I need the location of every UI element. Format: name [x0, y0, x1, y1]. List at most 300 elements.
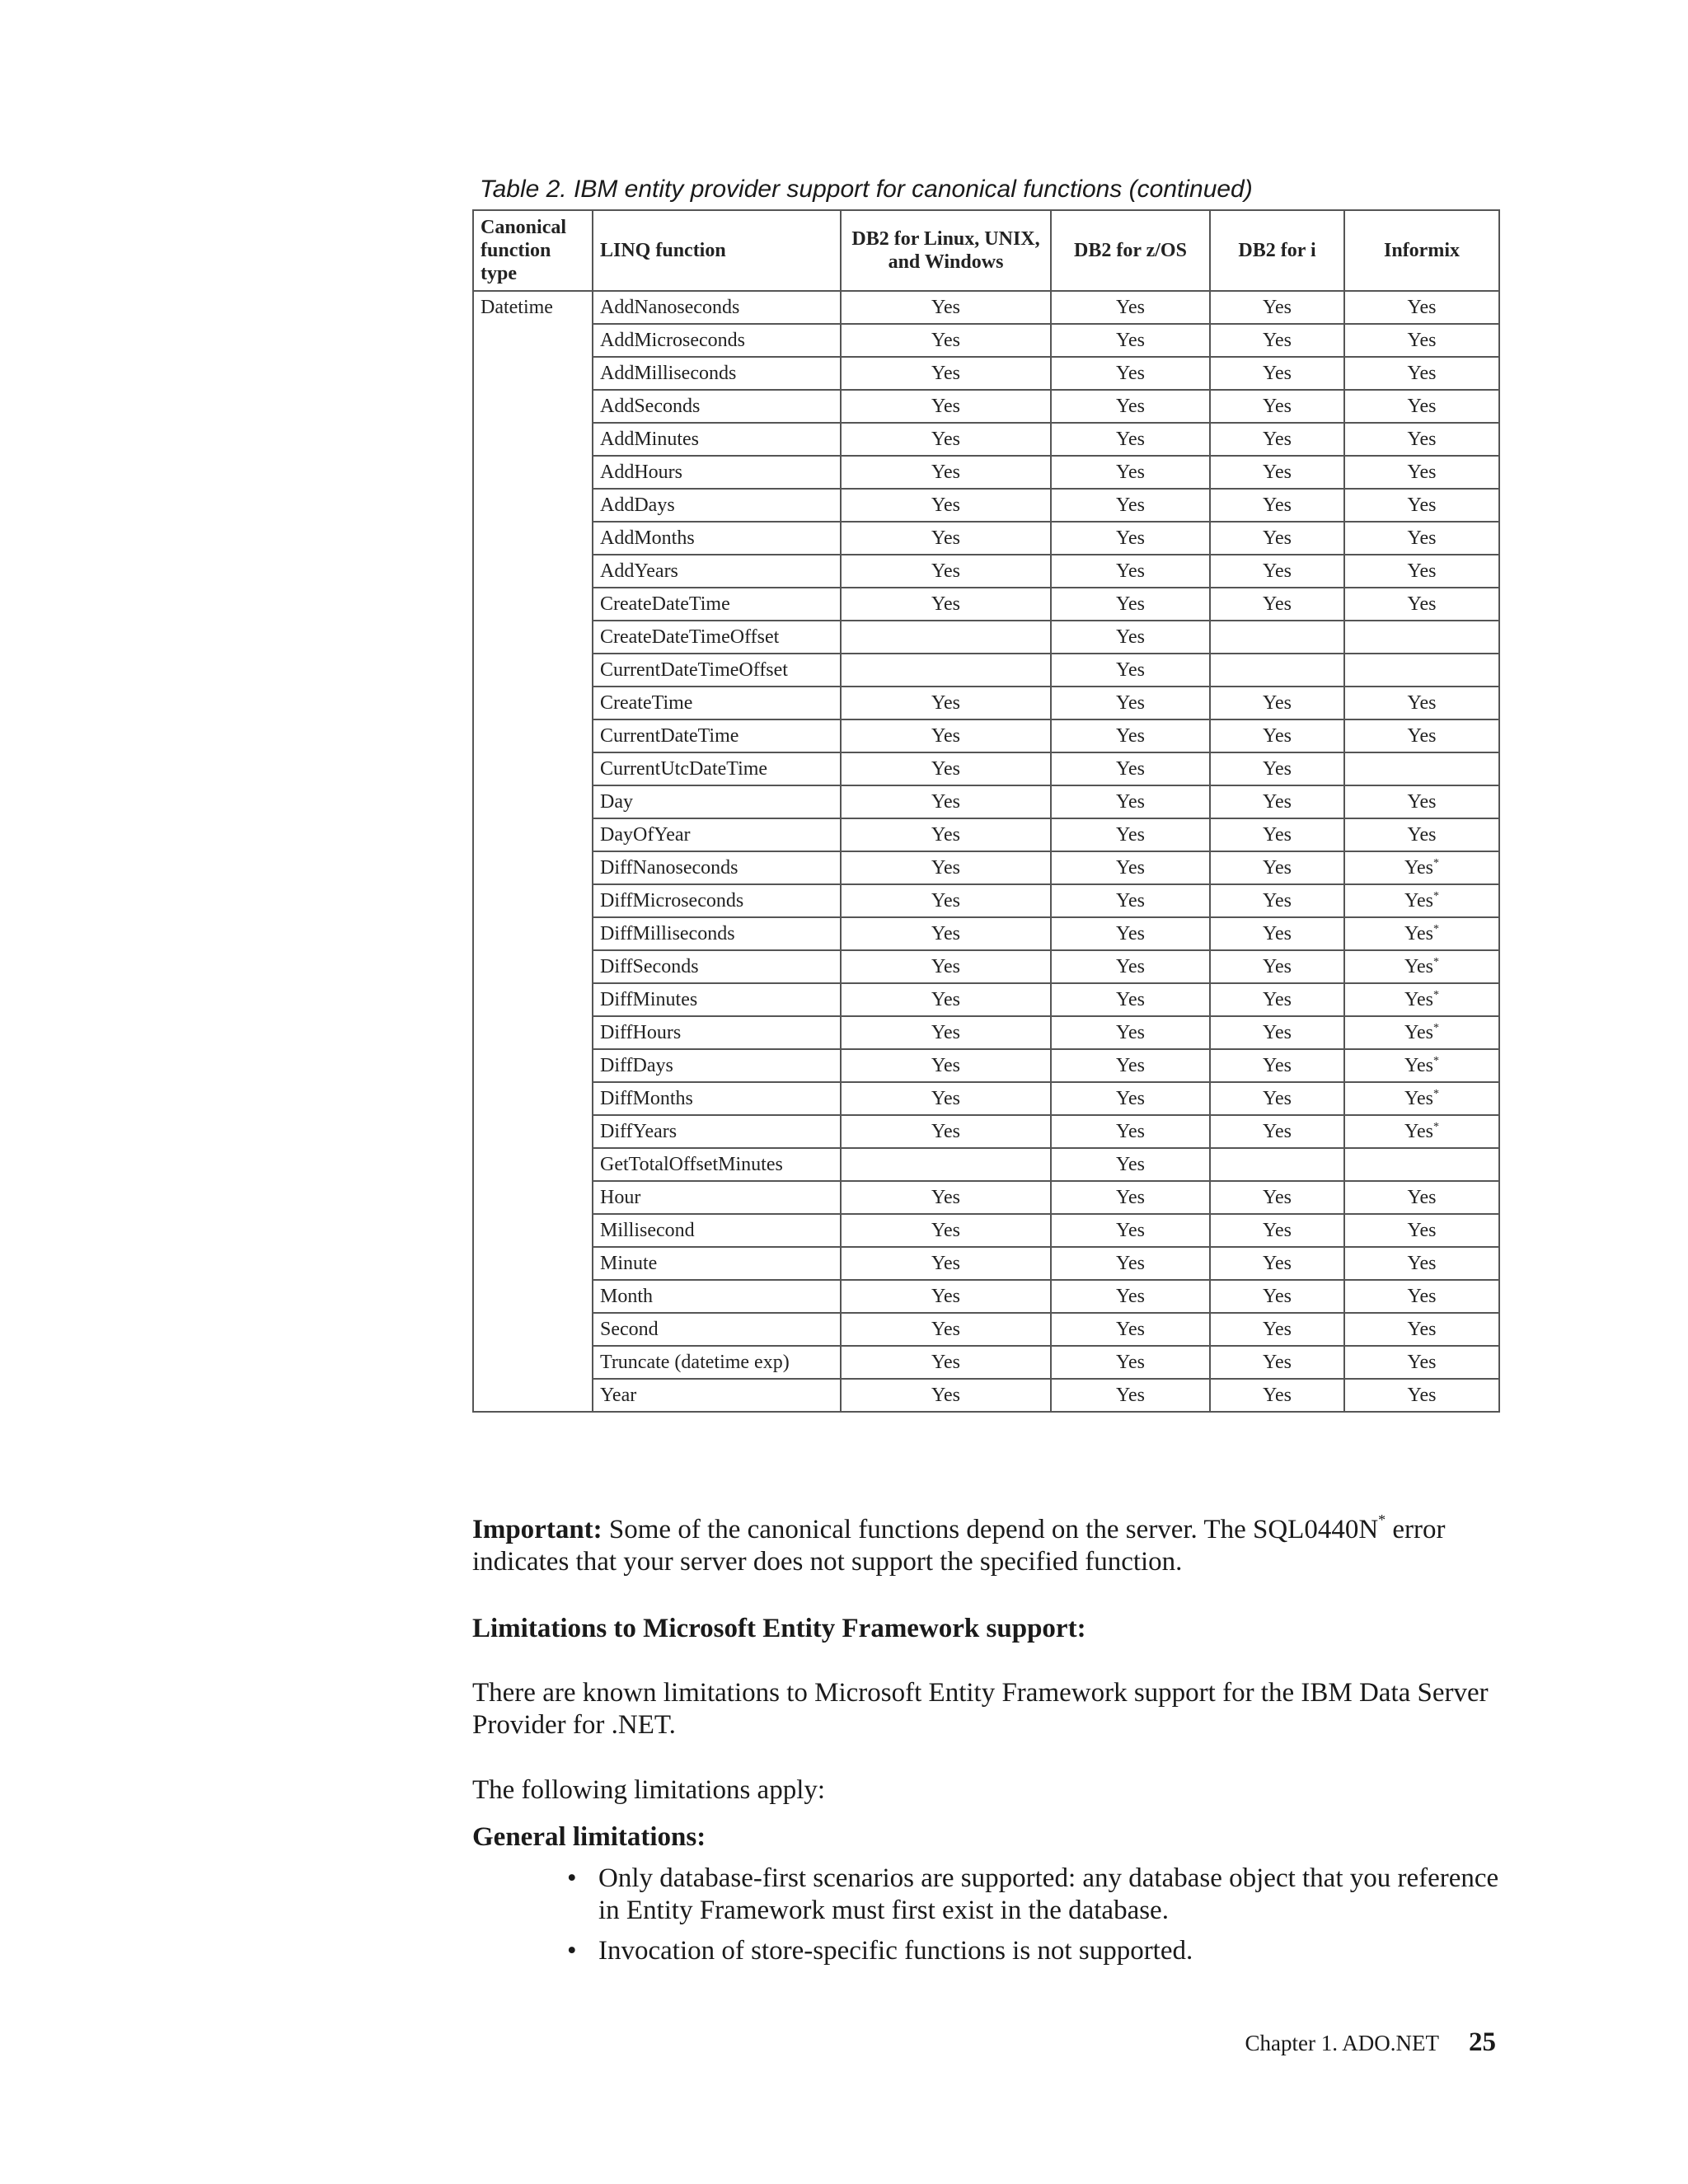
table-row: [473, 522, 1499, 555]
support-value: Yes: [1116, 330, 1145, 351]
cell-db2-luw: [841, 1379, 1051, 1412]
support-value: Yes: [931, 363, 960, 384]
cell-db2-zos: [1051, 324, 1210, 357]
cell-linq-function: GetTotalOffsetMinutes: [593, 1148, 841, 1181]
table-row: [473, 1148, 1499, 1181]
table-row: [473, 752, 1499, 785]
cell-db2-i: [1210, 324, 1344, 357]
support-value: Yes: [1404, 857, 1433, 879]
cell-db2-i: [1210, 1148, 1344, 1181]
cell-informix: [1344, 1247, 1499, 1280]
cell-db2-luw: [841, 1049, 1051, 1082]
important-text-after: error indicates that your server does not support the specified function.: [472, 1515, 1446, 1577]
cell-linq-function: AddMinutes: [593, 423, 841, 456]
cell-db2-zos: [1051, 851, 1210, 884]
cell-linq-function: AddSeconds: [593, 390, 841, 423]
cell-db2-luw: [841, 917, 1051, 950]
cell-linq-function: DiffNanoseconds: [593, 851, 841, 884]
cell-linq-function: Month: [593, 1280, 841, 1313]
cell-db2-luw: [841, 851, 1051, 884]
cell-linq-function: AddNanoseconds: [593, 291, 841, 324]
support-value: Yes: [1404, 956, 1433, 977]
cell-db2-i: [1210, 1379, 1344, 1412]
cell-linq-function: Second: [593, 1313, 841, 1346]
cell-db2-luw: [841, 357, 1051, 390]
support-value: Yes: [1116, 956, 1145, 977]
support-value: Yes: [1404, 1055, 1433, 1076]
cell-db2-zos: [1051, 884, 1210, 917]
support-value: Yes: [1263, 989, 1292, 1010]
support-value: Yes: [931, 560, 960, 582]
table-row: [473, 456, 1499, 489]
cell-linq-function: AddYears: [593, 555, 841, 588]
cell-db2-i: [1210, 687, 1344, 719]
cell-informix: [1344, 1280, 1499, 1313]
table-row: [473, 1016, 1499, 1049]
support-value: Yes: [1263, 791, 1292, 813]
list-item: [567, 1863, 1503, 1927]
support-value: Yes: [931, 1088, 960, 1109]
support-value: Yes: [1263, 297, 1292, 318]
cell-linq-function: DiffYears: [593, 1115, 841, 1148]
footnote-mark: *: [1432, 923, 1439, 935]
cell-linq-function: AddMilliseconds: [593, 357, 841, 390]
cell-db2-i: [1210, 818, 1344, 851]
support-value: Yes: [1116, 1121, 1145, 1142]
cell-linq-function: AddDays: [593, 489, 841, 522]
support-value: Yes: [1407, 692, 1437, 714]
table-row: [473, 1082, 1499, 1115]
cell-db2-i: [1210, 588, 1344, 621]
footer-chapter-title: Chapter 1. ADO.NET: [1245, 2031, 1439, 2055]
cell-informix: [1344, 654, 1499, 687]
cell-db2-luw: [841, 390, 1051, 423]
cell-linq-function: Year: [593, 1379, 841, 1412]
support-value: Yes: [1407, 593, 1437, 615]
support-value: Yes: [1116, 725, 1145, 747]
table-row: [473, 983, 1499, 1016]
cell-db2-i: [1210, 917, 1344, 950]
cell-informix: [1344, 390, 1499, 423]
cell-db2-i: [1210, 621, 1344, 654]
support-value: Yes: [1263, 494, 1292, 516]
cell-db2-zos: [1051, 357, 1210, 390]
support-value: Yes: [931, 1319, 960, 1340]
support-value: Yes: [931, 593, 960, 615]
support-value: Yes: [931, 1352, 960, 1373]
cell-informix: [1344, 719, 1499, 752]
canonical-functions-table: [472, 209, 1500, 1413]
cell-db2-luw: [841, 324, 1051, 357]
limitations-list: [567, 1863, 1503, 1975]
cell-db2-luw: [841, 950, 1051, 983]
cell-informix: [1344, 983, 1499, 1016]
support-value: Yes: [1407, 1187, 1437, 1208]
footnote-mark: *: [1432, 956, 1439, 968]
cell-informix: [1344, 752, 1499, 785]
cell-db2-i: [1210, 357, 1344, 390]
table-row: [473, 621, 1499, 654]
support-value: Yes: [1116, 560, 1145, 582]
header-db2-zos: DB2 for z/OS: [1051, 210, 1210, 291]
support-value: Yes: [931, 297, 960, 318]
cell-db2-luw: [841, 555, 1051, 588]
support-value: Yes: [1407, 1253, 1437, 1274]
table-row: [473, 1247, 1499, 1280]
header-linq-function: LINQ function: [593, 210, 841, 291]
support-value: Yes: [1263, 1121, 1292, 1142]
table-row: [473, 324, 1499, 357]
footnote-mark: *: [1432, 1022, 1439, 1034]
support-value: Yes: [1116, 593, 1145, 615]
support-value: Yes: [1116, 1286, 1145, 1307]
support-value: Yes: [1407, 824, 1437, 846]
table-row: [473, 654, 1499, 687]
support-value: Yes: [1116, 1385, 1145, 1406]
cell-linq-function: DayOfYear: [593, 818, 841, 851]
support-value: Yes: [1116, 659, 1145, 681]
support-value: Yes: [1407, 363, 1437, 384]
table-row: [473, 489, 1499, 522]
cell-db2-zos: [1051, 785, 1210, 818]
cell-db2-luw: [841, 1214, 1051, 1247]
cell-db2-i: [1210, 950, 1344, 983]
cell-db2-luw: [841, 884, 1051, 917]
table-row: [473, 1379, 1499, 1412]
cell-informix: [1344, 1346, 1499, 1379]
table-row: [473, 884, 1499, 917]
cell-db2-luw: [841, 654, 1051, 687]
support-value: Yes: [1407, 527, 1437, 549]
table-row: [473, 291, 1499, 324]
support-value: Yes: [1116, 1187, 1145, 1208]
support-value: Yes: [1263, 1352, 1292, 1373]
cell-db2-luw: [841, 983, 1051, 1016]
support-value: Yes: [1263, 923, 1292, 944]
cell-db2-luw: [841, 719, 1051, 752]
cell-informix: [1344, 785, 1499, 818]
important-footnote-mark: *: [1378, 1511, 1386, 1528]
table-row: [473, 1346, 1499, 1379]
cell-informix: [1344, 1181, 1499, 1214]
cell-db2-zos: [1051, 1280, 1210, 1313]
cell-db2-i: [1210, 654, 1344, 687]
support-value: Yes: [931, 527, 960, 549]
support-value: Yes: [1407, 1385, 1437, 1406]
cell-db2-luw: [841, 1082, 1051, 1115]
cell-db2-zos: [1051, 1148, 1210, 1181]
cell-db2-i: [1210, 489, 1344, 522]
support-value: Yes: [1116, 396, 1145, 417]
support-value: Yes: [931, 1286, 960, 1307]
bullet-icon: •: [567, 1863, 577, 1893]
cell-informix: [1344, 1049, 1499, 1082]
support-value: Yes: [931, 396, 960, 417]
support-value: Yes: [931, 330, 960, 351]
cell-db2-zos: [1051, 687, 1210, 719]
cell-db2-zos: [1051, 291, 1210, 324]
support-value: Yes: [1407, 1319, 1437, 1340]
support-value: Yes: [931, 1121, 960, 1142]
support-value: Yes: [1116, 857, 1145, 879]
support-value: Yes: [1116, 890, 1145, 912]
cell-informix: [1344, 917, 1499, 950]
following-limitations-text: The following limitations apply:: [472, 1775, 826, 1805]
cell-db2-zos: [1051, 1082, 1210, 1115]
support-value: Yes: [1116, 363, 1145, 384]
cell-linq-function: CurrentUtcDateTime: [593, 752, 841, 785]
important-text-before: Some of the canonical functions depend on the server. The SQL0440N: [608, 1515, 1379, 1544]
support-value: Yes: [1263, 824, 1292, 846]
support-value: Yes: [931, 923, 960, 944]
cell-linq-function: Hour: [593, 1181, 841, 1214]
cell-db2-luw: [841, 489, 1051, 522]
cell-informix: [1344, 851, 1499, 884]
cell-db2-zos: [1051, 555, 1210, 588]
support-value: Yes: [1116, 1253, 1145, 1274]
cell-db2-luw: [841, 785, 1051, 818]
header-db2-luw: DB2 for Linux, UNIX, and Windows: [841, 210, 1051, 291]
support-value: Yes: [1263, 1187, 1292, 1208]
support-value: Yes: [931, 956, 960, 977]
support-value: Yes: [1116, 1022, 1145, 1043]
cell-informix: [1344, 1082, 1499, 1115]
header-function-type: Canonical function type: [473, 210, 593, 291]
support-value: Yes: [1407, 1286, 1437, 1307]
support-value: Yes: [1263, 396, 1292, 417]
support-value: Yes: [1116, 692, 1145, 714]
support-value: Yes: [931, 1253, 960, 1274]
support-value: Yes: [1407, 297, 1437, 318]
support-value: Yes: [931, 1220, 960, 1241]
support-value: Yes: [1263, 560, 1292, 582]
cell-linq-function: CreateDateTimeOffset: [593, 621, 841, 654]
support-value: Yes: [931, 857, 960, 879]
support-value: Yes: [1404, 1121, 1433, 1142]
cell-db2-zos: [1051, 1181, 1210, 1214]
cell-db2-i: [1210, 555, 1344, 588]
cell-linq-function: DiffHours: [593, 1016, 841, 1049]
table-row: [473, 687, 1499, 719]
cell-db2-luw: [841, 291, 1051, 324]
header-informix: Informix: [1344, 210, 1499, 291]
table-row: [473, 917, 1499, 950]
table-row: [473, 818, 1499, 851]
cell-db2-luw: [841, 621, 1051, 654]
table-row: [473, 719, 1499, 752]
support-value: Yes: [1263, 758, 1292, 780]
support-value: Yes: [1404, 1088, 1433, 1109]
cell-linq-function: Truncate (datetime exp): [593, 1346, 841, 1379]
cell-db2-luw: [841, 687, 1051, 719]
cell-db2-zos: [1051, 950, 1210, 983]
cell-linq-function: DiffMinutes: [593, 983, 841, 1016]
table-row: [473, 1214, 1499, 1247]
support-value: Yes: [1263, 363, 1292, 384]
cell-db2-zos: [1051, 818, 1210, 851]
cell-db2-i: [1210, 719, 1344, 752]
table-row: [473, 950, 1499, 983]
cell-db2-luw: [841, 1115, 1051, 1148]
support-value: Yes: [1116, 1154, 1145, 1175]
cell-db2-luw: [841, 522, 1051, 555]
cell-db2-luw: [841, 588, 1051, 621]
table-row: [473, 785, 1499, 818]
support-value: Yes: [1116, 923, 1145, 944]
cell-db2-zos: [1051, 522, 1210, 555]
table-row: [473, 1115, 1499, 1148]
cell-informix: [1344, 1016, 1499, 1049]
cell-db2-i: [1210, 884, 1344, 917]
cell-informix: [1344, 588, 1499, 621]
cell-informix: [1344, 1379, 1499, 1412]
bullet-icon: •: [567, 1936, 577, 1966]
cell-informix: [1344, 555, 1499, 588]
cell-db2-i: [1210, 1115, 1344, 1148]
cell-linq-function: CreateTime: [593, 687, 841, 719]
list-item-text: Only database-first scenarios are supported: any database object that you reference in Entity Framework must first exist in the database.: [598, 1863, 1499, 1925]
support-value: Yes: [1263, 1286, 1292, 1307]
cell-db2-zos: [1051, 456, 1210, 489]
support-value: Yes: [1263, 429, 1292, 450]
cell-informix: [1344, 621, 1499, 654]
cell-db2-luw: [841, 1016, 1051, 1049]
support-value: Yes: [931, 791, 960, 813]
support-value: Yes: [931, 429, 960, 450]
important-note: [472, 1511, 1503, 1578]
table-row: [473, 390, 1499, 423]
cell-db2-zos: [1051, 983, 1210, 1016]
cell-db2-i: [1210, 1016, 1344, 1049]
support-value: Yes: [1407, 560, 1437, 582]
cell-informix: [1344, 456, 1499, 489]
footnote-mark: *: [1432, 1088, 1439, 1100]
support-value: Yes: [1404, 1022, 1433, 1043]
cell-db2-zos: [1051, 588, 1210, 621]
list-item-text: Invocation of store-specific functions is not supported.: [598, 1936, 1193, 1966]
support-value: Yes: [1263, 1055, 1292, 1076]
support-value: Yes: [1116, 1352, 1145, 1373]
cell-db2-luw: [841, 1346, 1051, 1379]
cell-db2-luw: [841, 456, 1051, 489]
cell-db2-luw: [841, 1280, 1051, 1313]
support-value: Yes: [1263, 1319, 1292, 1340]
support-value: Yes: [1407, 396, 1437, 417]
cell-db2-zos: [1051, 1379, 1210, 1412]
support-value: Yes: [1263, 890, 1292, 912]
support-value: Yes: [931, 692, 960, 714]
cell-db2-i: [1210, 752, 1344, 785]
cell-db2-zos: [1051, 489, 1210, 522]
support-value: Yes: [1116, 1055, 1145, 1076]
cell-informix: [1344, 522, 1499, 555]
support-value: Yes: [1263, 1022, 1292, 1043]
cell-informix: [1344, 324, 1499, 357]
footnote-mark: *: [1432, 1055, 1439, 1067]
cell-informix: [1344, 423, 1499, 456]
cell-linq-function: CurrentDateTimeOffset: [593, 654, 841, 687]
support-value: Yes: [1116, 989, 1145, 1010]
general-limitations-heading: General limitations:: [472, 1822, 706, 1852]
cell-informix: [1344, 1115, 1499, 1148]
table-row: [473, 1181, 1499, 1214]
cell-informix: [1344, 950, 1499, 983]
support-value: Yes: [1116, 626, 1145, 648]
cell-informix: [1344, 1214, 1499, 1247]
support-value: Yes: [1407, 494, 1437, 516]
table-row: [473, 357, 1499, 390]
cell-informix: [1344, 818, 1499, 851]
cell-db2-i: [1210, 1313, 1344, 1346]
table-row: [473, 1049, 1499, 1082]
cell-linq-function: AddMicroseconds: [593, 324, 841, 357]
support-value: Yes: [1407, 429, 1437, 450]
list-item: [567, 1935, 1503, 1967]
cell-linq-function: Minute: [593, 1247, 841, 1280]
table-row: [473, 851, 1499, 884]
support-value: Yes: [1116, 1088, 1145, 1109]
cell-linq-function: DiffMicroseconds: [593, 884, 841, 917]
table-row: [473, 423, 1499, 456]
cell-db2-i: [1210, 456, 1344, 489]
cell-linq-function: CreateDateTime: [593, 588, 841, 621]
cell-informix: [1344, 1148, 1499, 1181]
limitations-heading: Limitations to Microsoft Entity Framework support:: [472, 1614, 1086, 1643]
cell-db2-zos: [1051, 621, 1210, 654]
cell-db2-luw: [841, 818, 1051, 851]
cell-informix: [1344, 687, 1499, 719]
cell-linq-function: AddHours: [593, 456, 841, 489]
support-value: Yes: [1263, 692, 1292, 714]
cell-db2-zos: [1051, 917, 1210, 950]
cell-db2-luw: [841, 1148, 1051, 1181]
cell-informix: [1344, 291, 1499, 324]
support-value: Yes: [1116, 297, 1145, 318]
cell-db2-i: [1210, 291, 1344, 324]
support-value: Yes: [1116, 758, 1145, 780]
table-header-row: [473, 210, 1499, 291]
cell-linq-function: AddMonths: [593, 522, 841, 555]
cell-informix: [1344, 884, 1499, 917]
page-footer: [1245, 2027, 1496, 2058]
support-value: Yes: [931, 494, 960, 516]
cell-informix: [1344, 357, 1499, 390]
support-value: Yes: [1263, 857, 1292, 879]
support-value: Yes: [1263, 527, 1292, 549]
support-value: Yes: [931, 462, 960, 483]
support-value: Yes: [1263, 725, 1292, 747]
support-value: Yes: [1404, 890, 1433, 912]
support-value: Yes: [1116, 791, 1145, 813]
cell-linq-function: Day: [593, 785, 841, 818]
support-value: Yes: [1263, 330, 1292, 351]
cell-db2-luw: [841, 1247, 1051, 1280]
table-row: [473, 1280, 1499, 1313]
cell-linq-function: DiffMilliseconds: [593, 917, 841, 950]
cell-db2-i: [1210, 851, 1344, 884]
support-value: Yes: [931, 1187, 960, 1208]
cell-db2-i: [1210, 423, 1344, 456]
cell-db2-zos: [1051, 1016, 1210, 1049]
cell-function-type: Datetime: [473, 291, 593, 1412]
support-value: Yes: [1407, 462, 1437, 483]
support-value: Yes: [1116, 1220, 1145, 1241]
cell-db2-i: [1210, 1049, 1344, 1082]
support-value: Yes: [1116, 824, 1145, 846]
table-caption: Table 2. IBM entity provider support for canonical functions (continued): [480, 176, 1253, 203]
cell-informix: [1344, 1313, 1499, 1346]
cell-db2-i: [1210, 522, 1344, 555]
